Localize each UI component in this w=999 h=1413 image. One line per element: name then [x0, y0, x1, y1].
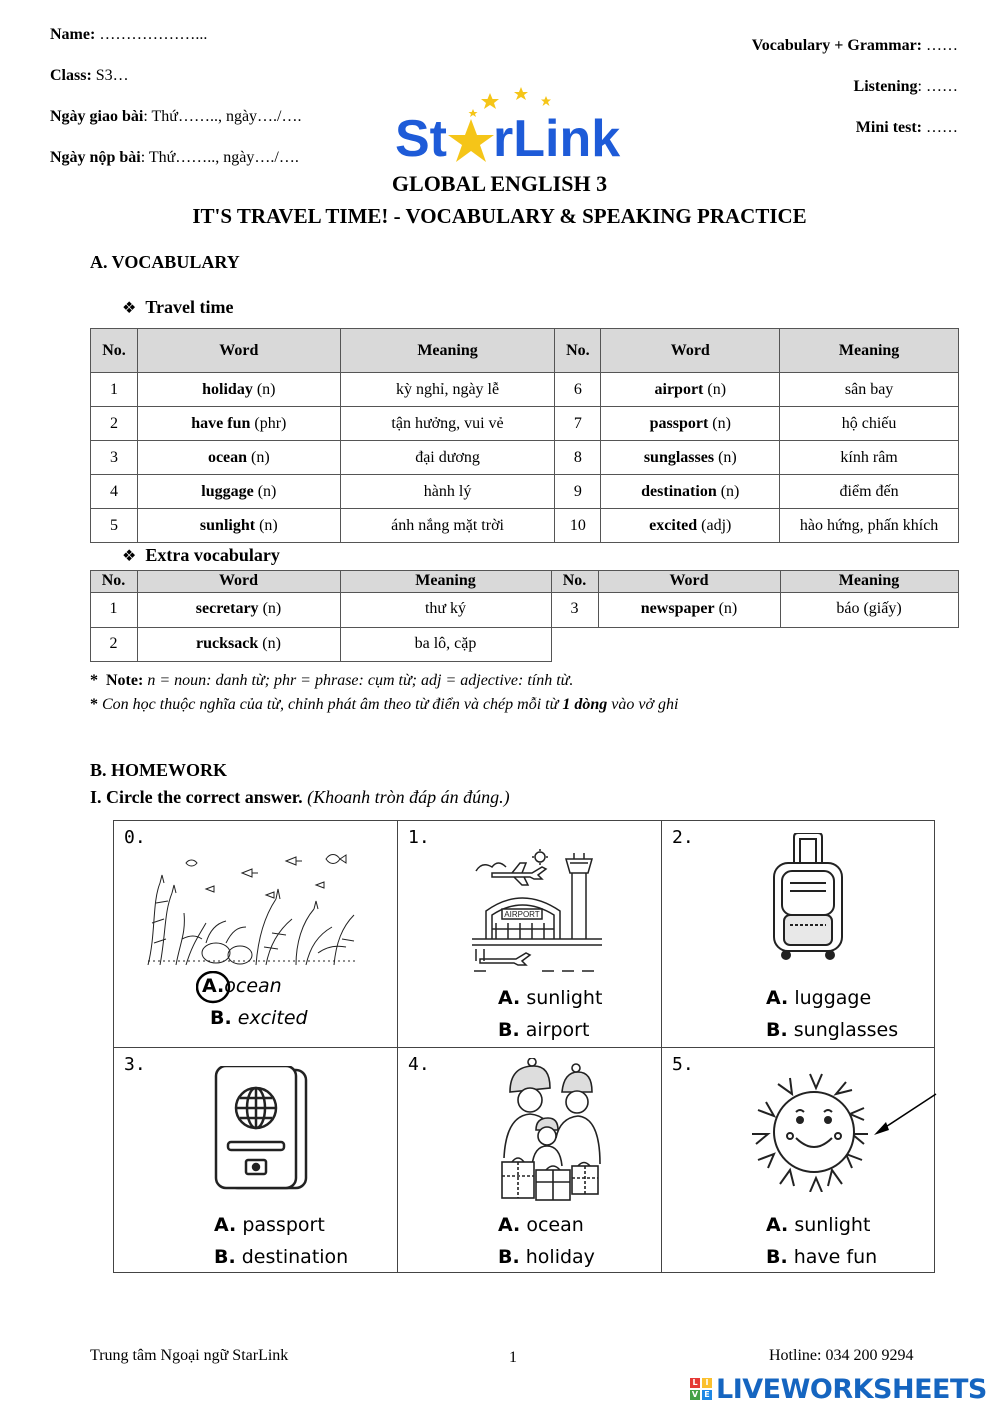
row-number: 7: [555, 407, 601, 441]
exercise-item-2: [661, 820, 935, 1048]
word-type: (n): [718, 600, 738, 617]
vocab-word: [137, 373, 340, 407]
note-bold: 1 dòng: [562, 696, 608, 713]
logo-letter: E: [702, 1390, 712, 1400]
option-letter: B.: [498, 1246, 520, 1268]
vg-label: Vocabulary + Grammar:: [751, 37, 922, 54]
word-text: destination: [641, 482, 717, 500]
row-number: 3: [91, 441, 138, 475]
vocab-word: [137, 441, 340, 475]
class-value[interactable]: S3…: [95, 67, 129, 84]
vocab-word: [601, 373, 780, 407]
row-number: 4: [91, 475, 138, 509]
lesson-title: IT'S TRAVEL TIME! - VOCABULARY & SPEAKING PRACTICE: [192, 204, 807, 228]
listening-label: Listening: [853, 78, 918, 95]
col-meaning: Meaning: [340, 329, 555, 373]
submit-value[interactable]: : Thứ…….., ngày…./….: [140, 149, 299, 166]
travel-vocab-table: [90, 328, 959, 543]
vocab-word: [137, 407, 340, 441]
exercise-item-4: [397, 1047, 662, 1273]
airport-icon: [472, 849, 602, 975]
word-text: sunglasses: [643, 448, 715, 466]
option-text: sunlight: [526, 987, 603, 1009]
row-number: 1: [109, 600, 118, 617]
vocab-word: [601, 475, 780, 509]
listening-value[interactable]: : ……: [917, 78, 958, 95]
col-no: No.: [562, 572, 587, 589]
diamond-bullet-icon: ❖: [122, 298, 137, 317]
option-letter: A.: [766, 987, 789, 1009]
table-header: [91, 329, 959, 373]
option-letter: A.: [202, 975, 225, 997]
task-hint: (Khoanh tròn đáp án đúng.): [307, 787, 510, 807]
minitest-label: Mini test:: [855, 119, 922, 136]
assign-label: Ngày giao bài: [50, 108, 144, 125]
name-label: Name:: [50, 26, 96, 43]
option-text: holiday: [525, 1246, 595, 1268]
note-star: *: [90, 696, 98, 713]
family-holiday-icon: [496, 1058, 606, 1206]
liveworksheets-wordmark: LIVEWORKSHEETS: [716, 1373, 987, 1405]
word-type: (n): [712, 414, 731, 432]
word-type: (adj): [701, 516, 732, 534]
word-text: have fun: [191, 414, 251, 432]
logo-star-icon: [448, 119, 494, 162]
travel-time-label: Travel time: [145, 297, 234, 317]
word-type: (n): [259, 516, 278, 534]
item-number: 3.: [124, 1054, 146, 1075]
option-text: ocean: [224, 975, 282, 997]
exercise-grid: [113, 820, 935, 1273]
vocab-word: [137, 475, 340, 509]
travel-time-heading: [122, 297, 233, 318]
option-text: passport: [242, 1214, 325, 1236]
row-number: 3: [570, 600, 579, 617]
word-meaning: hào hứng, phấn khích: [780, 509, 959, 543]
table-row: [91, 441, 959, 475]
word-meaning: thư ký: [424, 600, 467, 617]
section-a-heading: A. VOCABULARY: [90, 252, 240, 272]
word-type: (n): [720, 482, 740, 500]
option-b[interactable]: [210, 1007, 308, 1029]
exercise-item-0: [113, 820, 398, 1048]
word-type: (n): [256, 380, 276, 398]
row-number: 2: [91, 407, 138, 441]
option-text: sunglasses: [793, 1019, 899, 1041]
table-row: [91, 475, 959, 509]
logo-text-right: rLink: [493, 110, 621, 165]
option-letter: A.: [766, 1214, 789, 1236]
vocab-word: [137, 509, 340, 543]
starlink-logo: [393, 85, 643, 165]
vg-value[interactable]: ……: [926, 37, 958, 54]
word-text: newspaper: [640, 600, 715, 617]
word-type: (n): [718, 448, 737, 466]
logo-letter: L: [690, 1378, 700, 1388]
note-text: Con học thuộc nghĩa của từ, chỉnh phát âm theo từ điển và chép mỗi từ: [102, 696, 559, 713]
row-number: 6: [555, 373, 601, 407]
item-number: 5.: [672, 1054, 694, 1075]
extra-vocab-table: [90, 570, 960, 663]
col-meaning: Meaning: [780, 329, 959, 373]
item-number: 4.: [408, 1054, 430, 1075]
option-text: luggage: [794, 987, 872, 1009]
ocean-reef-icon: [146, 843, 358, 965]
option-letter: A.: [214, 1214, 237, 1236]
vocab-word: [137, 635, 340, 653]
col-word: Word: [137, 329, 340, 373]
name-value[interactable]: ………………...: [99, 26, 208, 43]
footer-center-name: Trung tâm Ngoại ngữ StarLink: [90, 1347, 289, 1364]
word-text: sunlight: [199, 516, 256, 534]
word-meaning: kỳ nghỉ, ngày lễ: [340, 373, 555, 407]
circled-answer: [202, 975, 224, 997]
option-a[interactable]: [498, 987, 602, 1009]
option-text: excited: [237, 1007, 308, 1029]
row-number: 8: [555, 441, 601, 475]
note-line-1: [90, 672, 573, 690]
word-type: (n): [257, 482, 277, 500]
pointer-arrow-icon: [872, 1092, 938, 1138]
option-b[interactable]: [766, 1019, 898, 1041]
word-meaning: tận hưởng, vui vẻ: [340, 407, 555, 441]
col-word: Word: [218, 572, 259, 589]
word-meaning: kính râm: [780, 441, 959, 475]
section-b-heading: B. HOMEWORK: [90, 760, 228, 780]
passport-icon: [214, 1066, 310, 1192]
option-b[interactable]: [766, 1246, 877, 1268]
word-meaning: hộ chiếu: [780, 407, 959, 441]
answer-circle-icon: [196, 971, 232, 1005]
option-text: sunlight: [794, 1214, 871, 1236]
item-number: 2.: [672, 827, 694, 848]
minitest-value[interactable]: ……: [926, 119, 958, 136]
submit-date-line: [50, 149, 299, 167]
exercise-item-3: [113, 1047, 398, 1273]
word-meaning: hành lý: [340, 475, 555, 509]
airport-sign-text: AIRPORT: [504, 910, 540, 919]
row-number: 5: [91, 509, 138, 543]
note-line-2: [90, 696, 678, 714]
note-text: n = noun: danh từ; phr = phrase: cụm từ; adj = adjective: tính từ.: [147, 672, 574, 689]
option-letter: B.: [766, 1246, 788, 1268]
class-line: [50, 67, 129, 85]
course-title: GLOBAL ENGLISH 3: [391, 171, 608, 196]
name-line: [50, 26, 207, 44]
word-type: (n): [262, 635, 281, 652]
option-letter: B.: [214, 1246, 236, 1268]
option-a[interactable]: [202, 975, 282, 997]
table-row: [91, 407, 959, 441]
listening-score: [854, 78, 958, 96]
word-text: secretary: [195, 600, 259, 617]
vocab-word: [137, 600, 340, 618]
word-meaning: sân bay: [780, 373, 959, 407]
vocab-word: [601, 509, 780, 543]
note-star: *: [90, 672, 98, 689]
option-text: destination: [241, 1246, 349, 1268]
vocab-word: [601, 407, 780, 441]
word-meaning: ba lô, cặp: [414, 635, 477, 652]
word-type: (n): [262, 600, 282, 617]
word-meaning: báo (giấy): [836, 600, 902, 617]
word-meaning: ánh nắng mặt trời: [340, 509, 555, 543]
table-row: [91, 373, 959, 407]
vocab-word: [598, 600, 780, 618]
option-letter: B.: [210, 1007, 232, 1029]
option-letter: B.: [766, 1019, 788, 1041]
exercise-item-1: [397, 820, 662, 1048]
option-text: have fun: [793, 1246, 878, 1268]
logo-letter: I: [702, 1378, 712, 1388]
liveworksheets-logo-icon: [690, 1378, 712, 1400]
row-number: 10: [555, 509, 601, 543]
option-b[interactable]: [498, 1246, 595, 1268]
minitest-score: [856, 119, 958, 137]
row-number: 9: [555, 475, 601, 509]
col-meaning: Meaning: [838, 572, 900, 589]
logo-letter: V: [691, 1390, 699, 1399]
page-number: 1: [509, 1349, 517, 1366]
luggage-icon: [770, 833, 846, 961]
word-meaning: điểm đến: [780, 475, 959, 509]
option-a[interactable]: [498, 1214, 584, 1236]
word-text: ocean: [207, 448, 248, 466]
logo-stars-icon: [393, 85, 643, 165]
vocab-word: [601, 441, 780, 475]
option-text: ocean: [526, 1214, 584, 1236]
word-type: (n): [251, 448, 270, 466]
extra-vocab-label: Extra vocabulary: [145, 545, 280, 565]
exercise-item-5: [661, 1047, 935, 1273]
option-a[interactable]: [766, 1214, 870, 1236]
option-letter: A.: [498, 987, 521, 1009]
sun-icon: [752, 1072, 878, 1192]
col-word: Word: [601, 329, 780, 373]
word-text: holiday: [202, 380, 253, 398]
col-meaning: Meaning: [415, 572, 476, 589]
class-label: Class:: [50, 67, 92, 84]
assign-value[interactable]: : Thứ…….., ngày…./….: [143, 108, 302, 125]
note-label: Note:: [106, 672, 144, 689]
note-text: vào vở ghi: [611, 696, 679, 713]
option-letter: A.: [498, 1214, 521, 1236]
word-type: (phr): [254, 414, 287, 432]
col-no: No.: [91, 329, 138, 373]
item-number: 0.: [124, 827, 146, 848]
option-b[interactable]: [498, 1019, 589, 1041]
word-text: luggage: [201, 482, 254, 500]
assign-date-line: [50, 108, 302, 126]
col-no: No.: [101, 572, 126, 589]
word-type: (n): [707, 380, 727, 398]
option-b[interactable]: [214, 1246, 348, 1268]
word-text: excited: [649, 516, 698, 534]
row-number: 1: [91, 373, 138, 407]
task-instruction: [90, 787, 510, 808]
extra-vocab-heading: [122, 545, 280, 566]
item-number: 1.: [408, 827, 430, 848]
vocab-grammar-score: [752, 37, 958, 55]
row-number: 2: [109, 635, 118, 652]
option-a[interactable]: [766, 987, 871, 1009]
col-word: Word: [669, 572, 709, 589]
col-no: No.: [555, 329, 601, 373]
word-meaning: đại dương: [340, 441, 555, 475]
word-text: airport: [654, 380, 704, 398]
option-letter: B.: [498, 1019, 520, 1041]
word-text: passport: [649, 414, 709, 432]
logo-text-left: St: [395, 110, 447, 165]
liveworksheets-brand[interactable]: [690, 1374, 987, 1404]
word-text: rucksack: [196, 635, 259, 652]
option-text: airport: [525, 1019, 590, 1041]
option-a[interactable]: [214, 1214, 325, 1236]
task-label: I. Circle the correct answer.: [90, 787, 303, 807]
diamond-bullet-icon: ❖: [122, 546, 137, 565]
submit-label: Ngày nộp bài: [50, 149, 141, 166]
footer-hotline: Hotline: 034 200 9294: [769, 1347, 914, 1364]
table-row: [91, 509, 959, 543]
